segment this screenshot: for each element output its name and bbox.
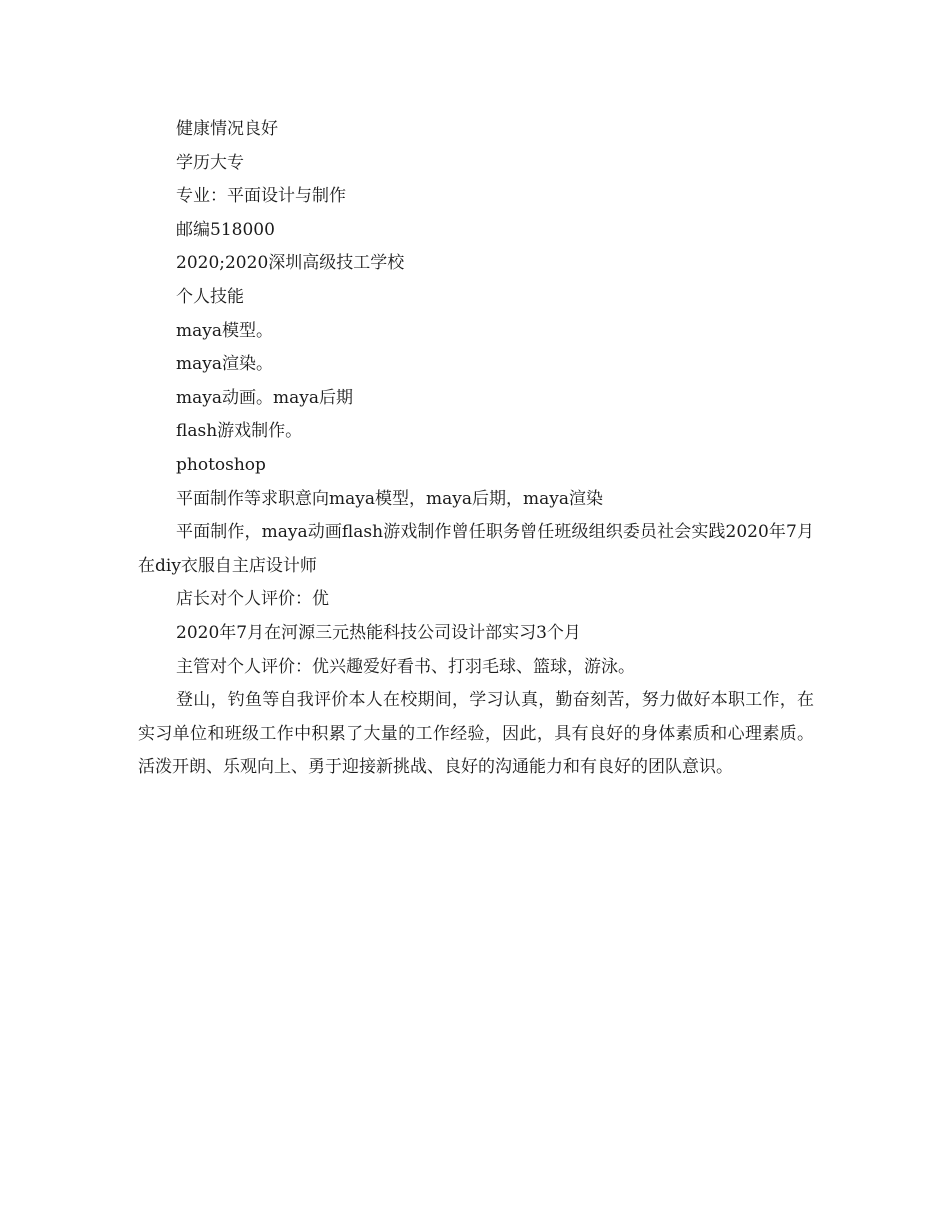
school-line: 2020;2020深圳高级技工学校 xyxy=(176,253,405,274)
resume-body xyxy=(138,113,814,785)
postcode-line: 邮编518000 xyxy=(176,219,275,240)
internship-line: 2020年7月在河源三元热能科技公司设计部实习3个月 xyxy=(176,622,581,643)
job-intention-line: 平面制作等求职意向maya模型，maya后期，maya渲染 xyxy=(176,488,603,509)
shop-evaluation-line: 店长对个人评价：优 xyxy=(176,589,329,610)
skill-maya-model: maya模型。 xyxy=(176,320,273,341)
skill-maya-animation: maya动画。maya后期 xyxy=(176,387,353,408)
supervisor-evaluation-line: 主管对个人评价：优兴趣爱好看书、打羽毛球、篮球，游泳。 xyxy=(176,656,635,677)
skill-photoshop: photoshop xyxy=(176,454,266,475)
self-evaluation-paragraph: 登山，钓鱼等自我评价本人在校期间，学习认真，勤奋刻苦，努力做好本职工作，在实习单位和班级工作中积累了大量的工作经验，因此，具有良好的身体素质和心理素质。活泼开朗、乐观向上、勇于迎接新挑战、良好的沟通能力和有良好的团队意识。 xyxy=(138,690,814,778)
practice-paragraph: 平面制作，maya动画flash游戏制作曾任职务曾任班级组织委员社会实践2020年7月在diy衣服自主店设计师 xyxy=(138,522,814,576)
health-line: 健康情况良好 xyxy=(176,119,278,139)
skills-heading: 个人技能 xyxy=(176,286,244,307)
skill-maya-render: maya渲染。 xyxy=(176,354,273,375)
major-line: 专业：平面设计与制作 xyxy=(176,186,346,207)
education-line: 学历大专 xyxy=(176,152,244,173)
skill-flash: flash游戏制作。 xyxy=(176,421,303,442)
